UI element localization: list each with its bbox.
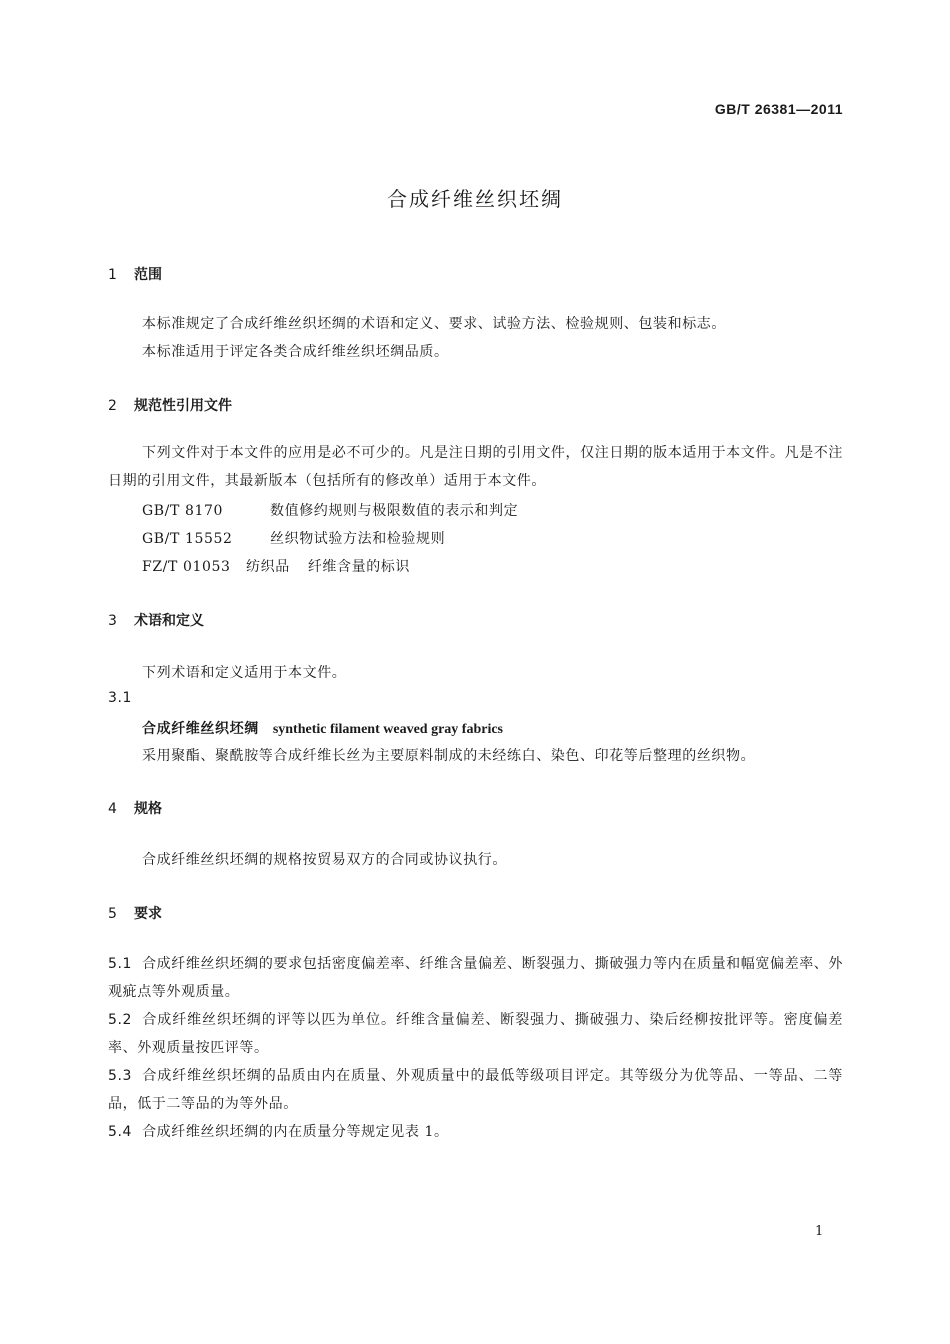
section-1-paragraph-2: 本标准适用于评定各类合成纤维丝织坯绸品质。 [142, 344, 449, 360]
clause-number: 5.2 [108, 1012, 133, 1028]
page-number: 1 [815, 1224, 824, 1239]
clause-text: 合成纤维丝织坯绸的评等以匹为单位。纤维含量偏差、断裂强力、撕破强力、染后经柳按批评等。密度偏差率、外观质量按匹评等。 [108, 1012, 843, 1056]
clause-5-3 [108, 1062, 843, 1118]
clause-number: 5.1 [108, 956, 133, 972]
section-number: 4 [108, 801, 117, 817]
section-title: 规格 [134, 801, 162, 817]
clause-number: 5.4 [108, 1124, 133, 1140]
section-number: 5 [108, 906, 117, 922]
section-number: 1 [108, 267, 117, 283]
reference-item [142, 500, 518, 520]
term-english: synthetic filament weaved gray fabrics [272, 722, 503, 737]
clause-5-1 [108, 950, 843, 1006]
section-title: 规范性引用文件 [134, 398, 232, 414]
clause-text: 合成纤维丝织坯绸的品质由内在质量、外观质量中的最低等级项目评定。其等级分为优等品、一等品、二等品，低于二等品的为等外品。 [108, 1068, 843, 1112]
section-5-heading [108, 903, 162, 923]
reference-code: GB/T 8170 [142, 503, 224, 519]
section-number: 3 [108, 613, 117, 629]
section-2-heading [108, 395, 232, 415]
reference-item [142, 556, 410, 576]
section-title: 术语和定义 [134, 613, 204, 629]
section-1-heading [108, 264, 162, 284]
reference-title: 丝织物试验方法和检验规则 [270, 531, 446, 547]
reference-code: GB/T 15552 [142, 531, 233, 547]
term-chinese: 合成纤维丝织坯绸 [142, 721, 259, 737]
section-2-intro [108, 439, 843, 495]
clause-text: 合成纤维丝织坯绸的内在质量分等规定见表 1。 [142, 1124, 449, 1140]
intro-text: 下列文件对于本文件的应用是必不可少的。凡是注日期的引用文件，仅注日期的版本适用于本文件。凡是不注日期的引用文件，其最新版本（包括所有的修改单）适用于本文件。 [108, 445, 843, 489]
section-number: 2 [108, 398, 117, 414]
section-3-intro: 下列术语和定义适用于本文件。 [142, 665, 347, 681]
section-title: 要求 [134, 906, 162, 922]
reference-title-part-2: 纤维含量的标识 [307, 559, 411, 575]
clause-5-2 [108, 1006, 843, 1062]
standard-code: GB/T 26381—2011 [714, 101, 843, 117]
reference-item [142, 528, 445, 548]
clause-text: 合成纤维丝织坯绸的要求包括密度偏差率、纤维含量偏差、断裂强力、撕破强力等内在质量和幅宽偏差率、外观疵点等外观质量。 [108, 956, 843, 1000]
document-title: 合成纤维丝织坯绸 [387, 187, 563, 211]
reference-title: 数值修约规则与极限数值的表示和判定 [270, 503, 519, 519]
term-definition: 采用聚酯、聚酰胺等合成纤维长丝为主要原料制成的未经练白、染色、印花等后整理的丝织物。 [142, 748, 756, 764]
term-number: 3.1 [108, 690, 133, 706]
section-4-paragraph: 合成纤维丝织坯绸的规格按贸易双方的合同或协议执行。 [142, 852, 507, 868]
section-3-heading [108, 610, 204, 630]
section-1-paragraph-1: 本标准规定了合成纤维丝织坯绸的术语和定义、要求、试验方法、检验规则、包装和标志。 [142, 316, 726, 332]
reference-code: FZ/T 01053 [142, 559, 231, 575]
term-entry [142, 718, 503, 738]
clause-number: 5.3 [108, 1068, 133, 1084]
section-title: 范围 [134, 267, 162, 283]
reference-title: 纺织品 [246, 559, 290, 575]
clause-5-4 [108, 1118, 843, 1146]
section-4-heading [108, 798, 162, 818]
